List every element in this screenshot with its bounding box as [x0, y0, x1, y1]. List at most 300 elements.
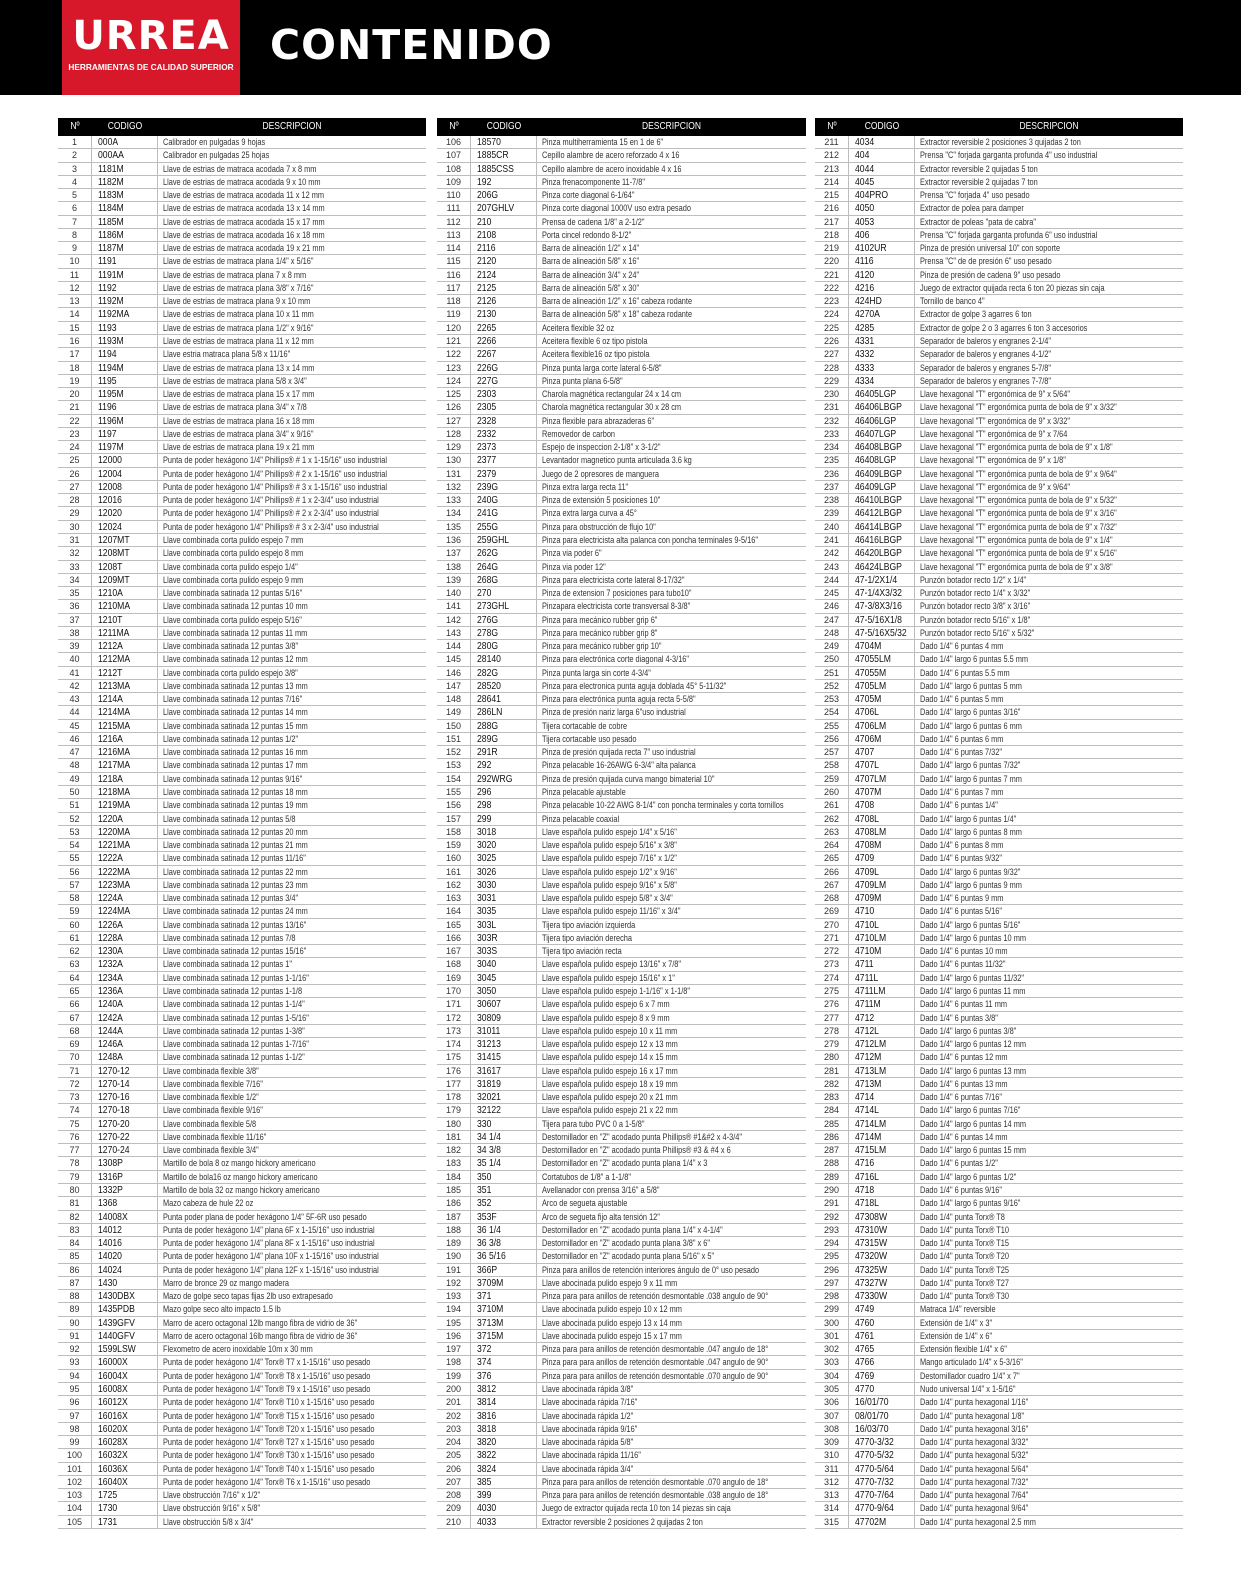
row-code-text: 4332 [855, 348, 875, 361]
row-code [849, 494, 915, 506]
header-number: Nº [70, 121, 80, 132]
row-description-text: Barra de alineación 5/8" x 18" cabeza rodante [542, 309, 693, 320]
row-description-text: Dado 1/4" 6 puntas 9/32" [920, 853, 1002, 864]
row-number: 5 [58, 189, 92, 201]
row-code [92, 1502, 158, 1514]
row-code-text: 4718L [855, 1197, 879, 1210]
row-code [471, 1516, 537, 1528]
row-code [849, 587, 915, 599]
row-code [849, 786, 915, 798]
table-row [815, 866, 1183, 879]
row-code-text: 46409LBGP [855, 467, 902, 480]
row-description [158, 507, 426, 519]
row-code [92, 1370, 158, 1382]
row-description-text: Punta de poder hexágono 1/4" plana 12F x 1-15/16" uso industrial [163, 1264, 379, 1275]
row-description-text: Barra de alineación 5/8" x 16" [542, 256, 640, 267]
row-code [849, 216, 915, 228]
row-description-text: Llave combinada satinada 12 puntas 1/2" [163, 733, 299, 744]
row-number: 83 [58, 1224, 92, 1236]
table-row [815, 1436, 1183, 1449]
row-code-text: 46412LBGP [855, 507, 902, 520]
row-number: 265 [815, 852, 849, 864]
row-description [537, 1277, 806, 1289]
row-code [92, 627, 158, 639]
table-row [815, 600, 1183, 613]
row-code-text: 14008X [98, 1210, 128, 1223]
row-code-text: 1221MA [98, 839, 131, 852]
row-code-text: 1599LSW [98, 1343, 136, 1356]
row-code [471, 295, 537, 307]
row-description [158, 1489, 426, 1501]
row-description-text: Dado 1/4" 6 puntas 6 mm [920, 733, 1004, 744]
row-code [92, 1489, 158, 1501]
row-code-text: 46420LBGP [855, 547, 902, 560]
row-code-text: 299 [477, 812, 492, 825]
row-code [471, 1224, 537, 1236]
row-code-text: 31011 [477, 1024, 501, 1037]
table-row [437, 653, 806, 666]
row-code [471, 561, 537, 573]
row-description [915, 627, 1183, 639]
row-code [92, 1197, 158, 1209]
row-description-text: Llave española pulido espejo 1/4" x 5/16" [542, 826, 677, 837]
row-number: 70 [58, 1051, 92, 1063]
row-description-text: Llave combinada satinada 12 puntas 15/16" [163, 946, 307, 957]
row-number: 225 [815, 322, 849, 334]
row-code-text: 1182M [98, 175, 124, 188]
row-description-text: Punta de poder hexágono 1/4" Phillips® # 2 x 2-3/4" uso industrial [163, 508, 379, 519]
table-row [815, 1025, 1183, 1038]
row-description-text: Dado 1/4" punta hexagonal 5/64" [920, 1463, 1029, 1474]
table-row [58, 1104, 426, 1117]
row-description-text: Llave española pulido espejo 13/16" x 7/8" [542, 959, 682, 970]
row-code [471, 773, 537, 785]
row-code [471, 799, 537, 811]
table-row [815, 468, 1183, 481]
row-description [158, 242, 426, 254]
row-description-text: Pinza de extensión 5 posiciones 10" [542, 495, 661, 506]
brand-name: URREA [72, 13, 230, 59]
row-code-text: 3822 [477, 1449, 497, 1462]
table-row [437, 1264, 806, 1277]
row-code [92, 667, 158, 679]
row-code [849, 1383, 915, 1395]
row-description-text: Dado 1/4" punta hexagonal 5/32" [920, 1450, 1029, 1461]
table-row [58, 468, 426, 481]
row-code [471, 1396, 537, 1408]
row-description [915, 614, 1183, 626]
row-description [915, 202, 1183, 214]
row-code-text: 278G [477, 626, 499, 639]
table-row [815, 653, 1183, 666]
table-row [815, 216, 1183, 229]
row-description-text: Llave combinada corta pulido espejo 3/8" [163, 667, 298, 678]
row-number: 174 [437, 1038, 471, 1050]
row-description [158, 163, 426, 175]
row-description-text: Pinza para mecánico rubber grip 8" [542, 627, 658, 638]
row-description-text: Dado 1/4" 6 puntas 1/2" [920, 1158, 998, 1169]
row-number: 215 [815, 189, 849, 201]
row-description [537, 653, 806, 665]
row-description-text: Punta de poder hexágono 1/4" Phillips® # 1 x 1-15/16" uso industrial [163, 455, 388, 466]
row-number: 291 [815, 1197, 849, 1209]
row-number: 191 [437, 1264, 471, 1276]
row-code-text: 46408LBGP [855, 441, 902, 454]
table-row [58, 614, 426, 627]
row-description [537, 759, 806, 771]
table-row [437, 1091, 806, 1104]
row-code-text: 4760 [855, 1316, 875, 1329]
table-row [815, 335, 1183, 348]
table-row [815, 1144, 1183, 1157]
row-description [915, 998, 1183, 1010]
row-description [915, 1157, 1183, 1169]
row-description [158, 1463, 426, 1475]
row-description [915, 335, 1183, 347]
row-description [915, 1343, 1183, 1355]
table-row [815, 813, 1183, 826]
row-number: 111 [437, 202, 471, 214]
table-row [815, 706, 1183, 719]
row-description [158, 1091, 426, 1103]
row-description-text: Prensa "C" forjada garganta profunda 4" uso industrial [920, 150, 1098, 161]
row-number: 74 [58, 1104, 92, 1116]
row-number: 7 [58, 216, 92, 228]
row-description-text: Pinza pelacable 10-22 AWG 8-1/4" con poncha terminales y corta tornillos [542, 800, 784, 811]
row-code-text: 4030 [477, 1502, 497, 1515]
row-number: 283 [815, 1091, 849, 1103]
row-description-text: Llave española pulido espejo 10 x 11 mm [542, 1025, 678, 1036]
row-description [158, 600, 426, 612]
table-row [58, 375, 426, 388]
row-description-text: Pinza frenacomponente 11-7/8" [542, 176, 645, 187]
row-description-text: Marro de acero octagonal 12lb mango fibra de vidrio de 36" [163, 1317, 358, 1328]
row-code-text: 4770-7/64 [855, 1489, 894, 1502]
row-code-text: 12004 [98, 467, 122, 480]
row-number: 50 [58, 786, 92, 798]
row-code-text: 376 [477, 1369, 492, 1382]
row-code [471, 1025, 537, 1037]
row-code [849, 176, 915, 188]
row-number: 122 [437, 348, 471, 360]
row-code-text: 47315W [855, 1237, 888, 1250]
row-code-text: 210 [477, 215, 492, 228]
row-description [537, 229, 806, 241]
table-row [815, 454, 1183, 467]
row-description [915, 1476, 1183, 1488]
row-code [849, 1118, 915, 1130]
row-description [915, 1131, 1183, 1143]
row-code-text: 30809 [477, 1011, 501, 1024]
row-description-text: Llave combinada satinada 12 puntas 1-1/2" [163, 1052, 305, 1063]
row-number: 136 [437, 534, 471, 546]
row-code [849, 1157, 915, 1169]
row-code-text: 303R [477, 931, 498, 944]
row-code [92, 308, 158, 320]
row-code-text: 4708 [855, 799, 875, 812]
row-description [537, 1396, 806, 1408]
row-code [471, 176, 537, 188]
table-row [58, 1502, 426, 1515]
row-code-text: 4770-5/64 [855, 1462, 894, 1475]
row-number: 140 [437, 587, 471, 599]
row-description-text: Dado 1/4" largo 6 puntas 10 mm [920, 932, 1027, 943]
row-description-text: Extractor reversible 2 quijadas 5 ton [920, 163, 1038, 174]
table-row [815, 799, 1183, 812]
row-code [849, 335, 915, 347]
row-code-text: 4333 [855, 361, 875, 374]
row-number: 155 [437, 786, 471, 798]
row-description-text: Mazo golpe seco alto impacto 1.5 lb [163, 1304, 281, 1315]
row-code [849, 1277, 915, 1289]
row-number: 142 [437, 614, 471, 626]
row-description-text: Pinza para electrónica corte diagonal 4-3/16" [542, 654, 690, 665]
row-description-text: Llave hexagonal "T" ergonómica punta de bola de 9" x 1/8" [920, 442, 1113, 453]
row-code-text: 4708M [855, 839, 882, 852]
table-row [437, 242, 806, 255]
row-number: 179 [437, 1104, 471, 1116]
row-description-text: Extensión de 1/4" x 6" [920, 1330, 993, 1341]
table-row [437, 1383, 806, 1396]
row-description-text: Cepillo alambre de acero inoxidable 4 x 16 [542, 163, 682, 174]
table-row [437, 733, 806, 746]
row-code [849, 1317, 915, 1329]
row-code [92, 189, 158, 201]
row-number: 163 [437, 892, 471, 904]
row-description [158, 879, 426, 891]
row-description [915, 441, 1183, 453]
row-code-text: 4770-5/32 [855, 1449, 894, 1462]
row-number: 87 [58, 1277, 92, 1289]
row-code [92, 255, 158, 267]
row-code-text: 1214MA [98, 706, 131, 719]
row-description-text: Marro de acero octagonal 16lb mango fibra de vidrio de 36" [163, 1330, 358, 1341]
row-code-text: 4770-7/32 [855, 1475, 894, 1488]
row-number: 307 [815, 1410, 849, 1422]
row-description [915, 706, 1183, 718]
row-code [92, 998, 158, 1010]
row-description-text: Llave abocinada rápida 3/4" [542, 1463, 634, 1474]
row-code-text: 4050 [855, 202, 875, 215]
row-number: 166 [437, 932, 471, 944]
row-description [915, 1012, 1183, 1024]
row-number: 275 [815, 985, 849, 997]
row-code-text: 4044 [855, 162, 875, 175]
row-code [471, 163, 537, 175]
row-code [92, 826, 158, 838]
table-row [437, 1104, 806, 1117]
table-row [58, 1449, 426, 1462]
row-code-text: 1270-22 [98, 1130, 130, 1143]
table-row [815, 1184, 1183, 1197]
row-description [537, 786, 806, 798]
row-description [537, 1224, 806, 1236]
row-description [915, 308, 1183, 320]
row-number: 218 [815, 229, 849, 241]
row-number: 161 [437, 866, 471, 878]
table-row [58, 653, 426, 666]
row-number: 27 [58, 481, 92, 493]
table-row [58, 574, 426, 587]
row-code-text: 404 [855, 149, 870, 162]
row-code [471, 1356, 537, 1368]
row-number: 232 [815, 415, 849, 427]
row-description [537, 1157, 806, 1169]
row-description [537, 507, 806, 519]
row-description-text: Pinza punta plana 6-5/8" [542, 375, 623, 386]
row-code-text: 46414LBGP [855, 520, 902, 533]
row-description-text: Llave combinada satinada 12 puntas 1-1/4" [163, 999, 305, 1010]
row-description [915, 388, 1183, 400]
row-code [92, 1078, 158, 1090]
row-description [915, 1118, 1183, 1130]
row-description-text: Dado 1/4" largo 6 puntas 1/4" [920, 813, 1017, 824]
row-number: 170 [437, 985, 471, 997]
row-code [92, 587, 158, 599]
row-description-text: Punta de poder hexágono 1/4" plana 10F x 1-15/16" uso industrial [163, 1251, 379, 1262]
row-code-text: 4714 [855, 1091, 875, 1104]
row-description-text: Punta de poder hexágono 1/4" Torx® T6 x 1-15/16" uso pesado [163, 1476, 371, 1487]
row-description [915, 958, 1183, 970]
row-description [915, 1025, 1183, 1037]
row-code [849, 189, 915, 201]
row-number: 128 [437, 428, 471, 440]
row-description [158, 1224, 426, 1236]
row-description-text: Dado 1/4" largo 6 puntas 5/16" [920, 919, 1021, 930]
row-code-text: 1270-12 [98, 1064, 130, 1077]
row-description-text: Mango articulado 1/4" x 5-3/16" [920, 1357, 1023, 1368]
row-code-text: 47-1/4X3/32 [855, 587, 902, 600]
row-code [471, 362, 537, 374]
row-code-text: 1430DBX [98, 1290, 135, 1303]
row-description [537, 1330, 806, 1342]
row-description-text: Dado 1/4" largo 6 puntas 11 mm [920, 986, 1026, 996]
row-number: 212 [815, 149, 849, 161]
row-code [92, 1144, 158, 1156]
row-code [849, 945, 915, 957]
row-code [92, 892, 158, 904]
row-code-text: 4714L [855, 1104, 879, 1117]
row-code-text: 4711LM [855, 985, 886, 997]
row-number: 183 [437, 1157, 471, 1169]
row-number: 293 [815, 1224, 849, 1236]
row-number: 117 [437, 282, 471, 294]
row-number: 149 [437, 706, 471, 718]
row-code-text: 1196M [98, 414, 124, 427]
row-code [92, 653, 158, 665]
row-code-text: 46406LGP [855, 414, 897, 427]
row-code [92, 813, 158, 825]
row-code [471, 1250, 537, 1262]
row-code-text: 2267 [477, 348, 497, 361]
row-description [158, 136, 426, 148]
row-number: 205 [437, 1449, 471, 1461]
table-row [58, 1012, 426, 1025]
row-number: 176 [437, 1065, 471, 1077]
row-code-text: 351 [477, 1183, 492, 1196]
row-description [915, 587, 1183, 599]
row-code [92, 614, 158, 626]
row-code-text: 282G [477, 666, 499, 679]
row-description-text: Pinza corte diagonal 1000V uso extra pesado [542, 203, 691, 214]
row-code-text: 31819 [477, 1077, 501, 1090]
row-code [471, 653, 537, 665]
row-description [537, 1370, 806, 1382]
row-description-text: Pinza para electronica punta aguja doblada 45° 5-11/32" [542, 680, 727, 691]
row-number: 234 [815, 441, 849, 453]
row-description-text: Pinza para electricista alta palanca con poncha terminales 9-5/16" [542, 534, 758, 545]
row-code-text: 4102UR [855, 242, 887, 255]
row-description-text: Llave española pulido espejo 15/16" x 1" [542, 972, 675, 983]
table-row [437, 1436, 806, 1449]
row-description-text: Punzón botador recto 5/16" x 5/32" [920, 627, 1035, 638]
row-description-text: Punta de poder hexágono 1/4" Torx® T10 x 1-15/16" uso pesado [163, 1397, 375, 1408]
row-description-text: Dado 1/4" largo 6 puntas 11/32" [920, 972, 1024, 983]
row-number: 95 [58, 1383, 92, 1395]
row-code-text: 4334 [855, 374, 875, 387]
table-row [58, 1184, 426, 1197]
row-description [915, 1038, 1183, 1050]
table-row [437, 1211, 806, 1224]
header-code: CODIGO [864, 121, 900, 132]
row-code [471, 587, 537, 599]
table-row [815, 1197, 1183, 1210]
row-code-text: 1194 [98, 348, 117, 361]
table-row [58, 1038, 426, 1051]
row-code-text: 1270-14 [98, 1077, 130, 1090]
row-description-text: Barra de alineación 1/2" x 14" [542, 243, 640, 254]
row-code-text: 1212A [98, 640, 123, 653]
row-description [915, 1051, 1183, 1063]
row-number: 277 [815, 1012, 849, 1024]
row-number: 270 [815, 919, 849, 931]
table-row [815, 1370, 1183, 1383]
row-description [915, 799, 1183, 811]
table-row [58, 388, 426, 401]
table-row [437, 1131, 806, 1144]
row-number: 16 [58, 335, 92, 347]
row-code-text: 16012X [98, 1396, 128, 1409]
row-code [471, 507, 537, 519]
row-code-text: 4713LM [855, 1064, 887, 1077]
table-row [437, 1317, 806, 1330]
row-code-text: 2377 [477, 454, 497, 467]
row-description [537, 1436, 806, 1448]
row-description-text: Barra de alineación 3/4" x 24" [542, 269, 640, 280]
row-number: 252 [815, 680, 849, 692]
row-number: 247 [815, 614, 849, 626]
row-code [471, 534, 537, 546]
row-number: 244 [815, 574, 849, 586]
table-row [815, 1489, 1183, 1502]
table-row [58, 1330, 426, 1343]
row-description-text: Dado 1/4" largo 6 puntas 9/16" [920, 1198, 1021, 1209]
row-number: 280 [815, 1051, 849, 1063]
row-description [915, 136, 1183, 148]
row-code [92, 919, 158, 931]
row-description-text: Tijera para tubo PVC 0 a 1-5/8" [542, 1118, 645, 1129]
row-description-text: Dado 1/4" punta Torx® T8 [920, 1211, 1005, 1222]
table-row [58, 308, 426, 321]
row-code-text: 1195M [98, 388, 124, 401]
table-row [437, 1356, 806, 1369]
row-description [915, 1423, 1183, 1435]
row-number: 187 [437, 1211, 471, 1223]
row-code [471, 1370, 537, 1382]
row-code-text: 4749 [855, 1303, 875, 1316]
row-code [849, 308, 915, 320]
row-code [92, 1410, 158, 1422]
